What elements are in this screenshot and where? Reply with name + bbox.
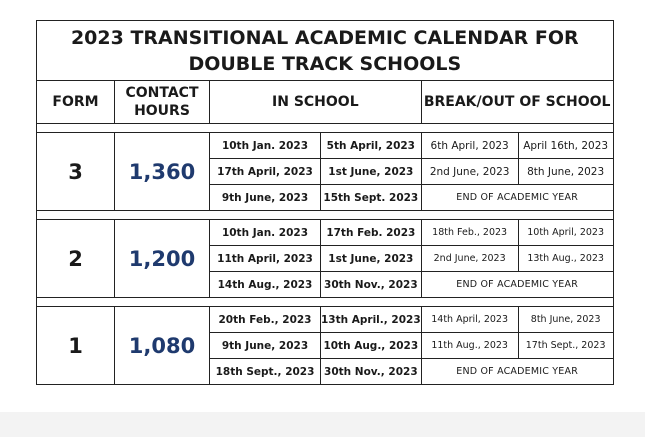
in-school-end: 30th Nov., 2023 [321,359,422,385]
end-of-year-note: END OF ACADEMIC YEAR [421,359,613,385]
in-school-start: 14th Aug., 2023 [210,272,321,298]
break-start: 18th Feb., 2023 [421,220,518,246]
group-separator [37,211,614,220]
break-start: 2nd June, 2023 [421,159,518,185]
table-row [37,220,614,246]
group-separator [37,124,614,133]
in-school-end: 30th Nov., 2023 [321,272,422,298]
separator-cell [37,124,614,133]
table-row [37,307,614,333]
break-end: April 16th, 2023 [518,133,613,159]
break-start: 11th Aug., 2023 [421,333,518,359]
break-start: 6th April, 2023 [421,133,518,159]
in-school-start: 9th June, 2023 [210,333,321,359]
separator-cell [37,298,614,307]
contact-hours-value: 1,200 [115,220,210,298]
calendar-title: 2023 TRANSITIONAL ACADEMIC CALENDAR FOR DOUBLE TRACK SCHOOLS [37,21,614,81]
break-end: 17th Sept., 2023 [518,333,613,359]
break-end: 10th April, 2023 [518,220,613,246]
in-school-end: 13th April., 2023 [321,307,422,333]
form-number: 2 [37,220,115,298]
in-school-end: 1st June, 2023 [321,159,422,185]
in-school-start: 20th Feb., 2023 [210,307,321,333]
contact-hours-value: 1,080 [115,307,210,385]
table-row [37,133,614,159]
in-school-end: 1st June, 2023 [321,246,422,272]
separator-cell [37,211,614,220]
in-school-start: 18th Sept., 2023 [210,359,321,385]
form-number: 3 [37,133,115,211]
group-separator [37,298,614,307]
in-school-start: 17th April, 2023 [210,159,321,185]
break-start: 14th April, 2023 [421,307,518,333]
in-school-start: 10th Jan. 2023 [210,133,321,159]
header-in-school: IN SCHOOL [210,81,422,124]
break-start: 2nd June, 2023 [421,246,518,272]
break-end: 8th June, 2023 [518,307,613,333]
header-contact-hours [115,81,210,124]
break-end: 13th Aug., 2023 [518,246,613,272]
contact-hours-value: 1,360 [115,133,210,211]
end-of-year-note: END OF ACADEMIC YEAR [421,185,613,211]
end-of-year-note: END OF ACADEMIC YEAR [421,272,613,298]
in-school-start: 10th Jan. 2023 [210,220,321,246]
academic-calendar-table [36,20,614,385]
header-contact-hours-line1: CONTACT [125,85,199,101]
in-school-start: 11th April, 2023 [210,246,321,272]
form-number: 1 [37,307,115,385]
in-school-end: 15th Sept. 2023 [321,185,422,211]
break-end: 8th June, 2023 [518,159,613,185]
header-form: FORM [37,81,115,124]
header-contact-hours-line2: HOURS [134,103,190,119]
in-school-end: 10th Aug., 2023 [321,333,422,359]
header-break: BREAK/OUT OF SCHOOL [421,81,613,124]
in-school-end: 17th Feb. 2023 [321,220,422,246]
in-school-end: 5th April, 2023 [321,133,422,159]
in-school-start: 9th June, 2023 [210,185,321,211]
